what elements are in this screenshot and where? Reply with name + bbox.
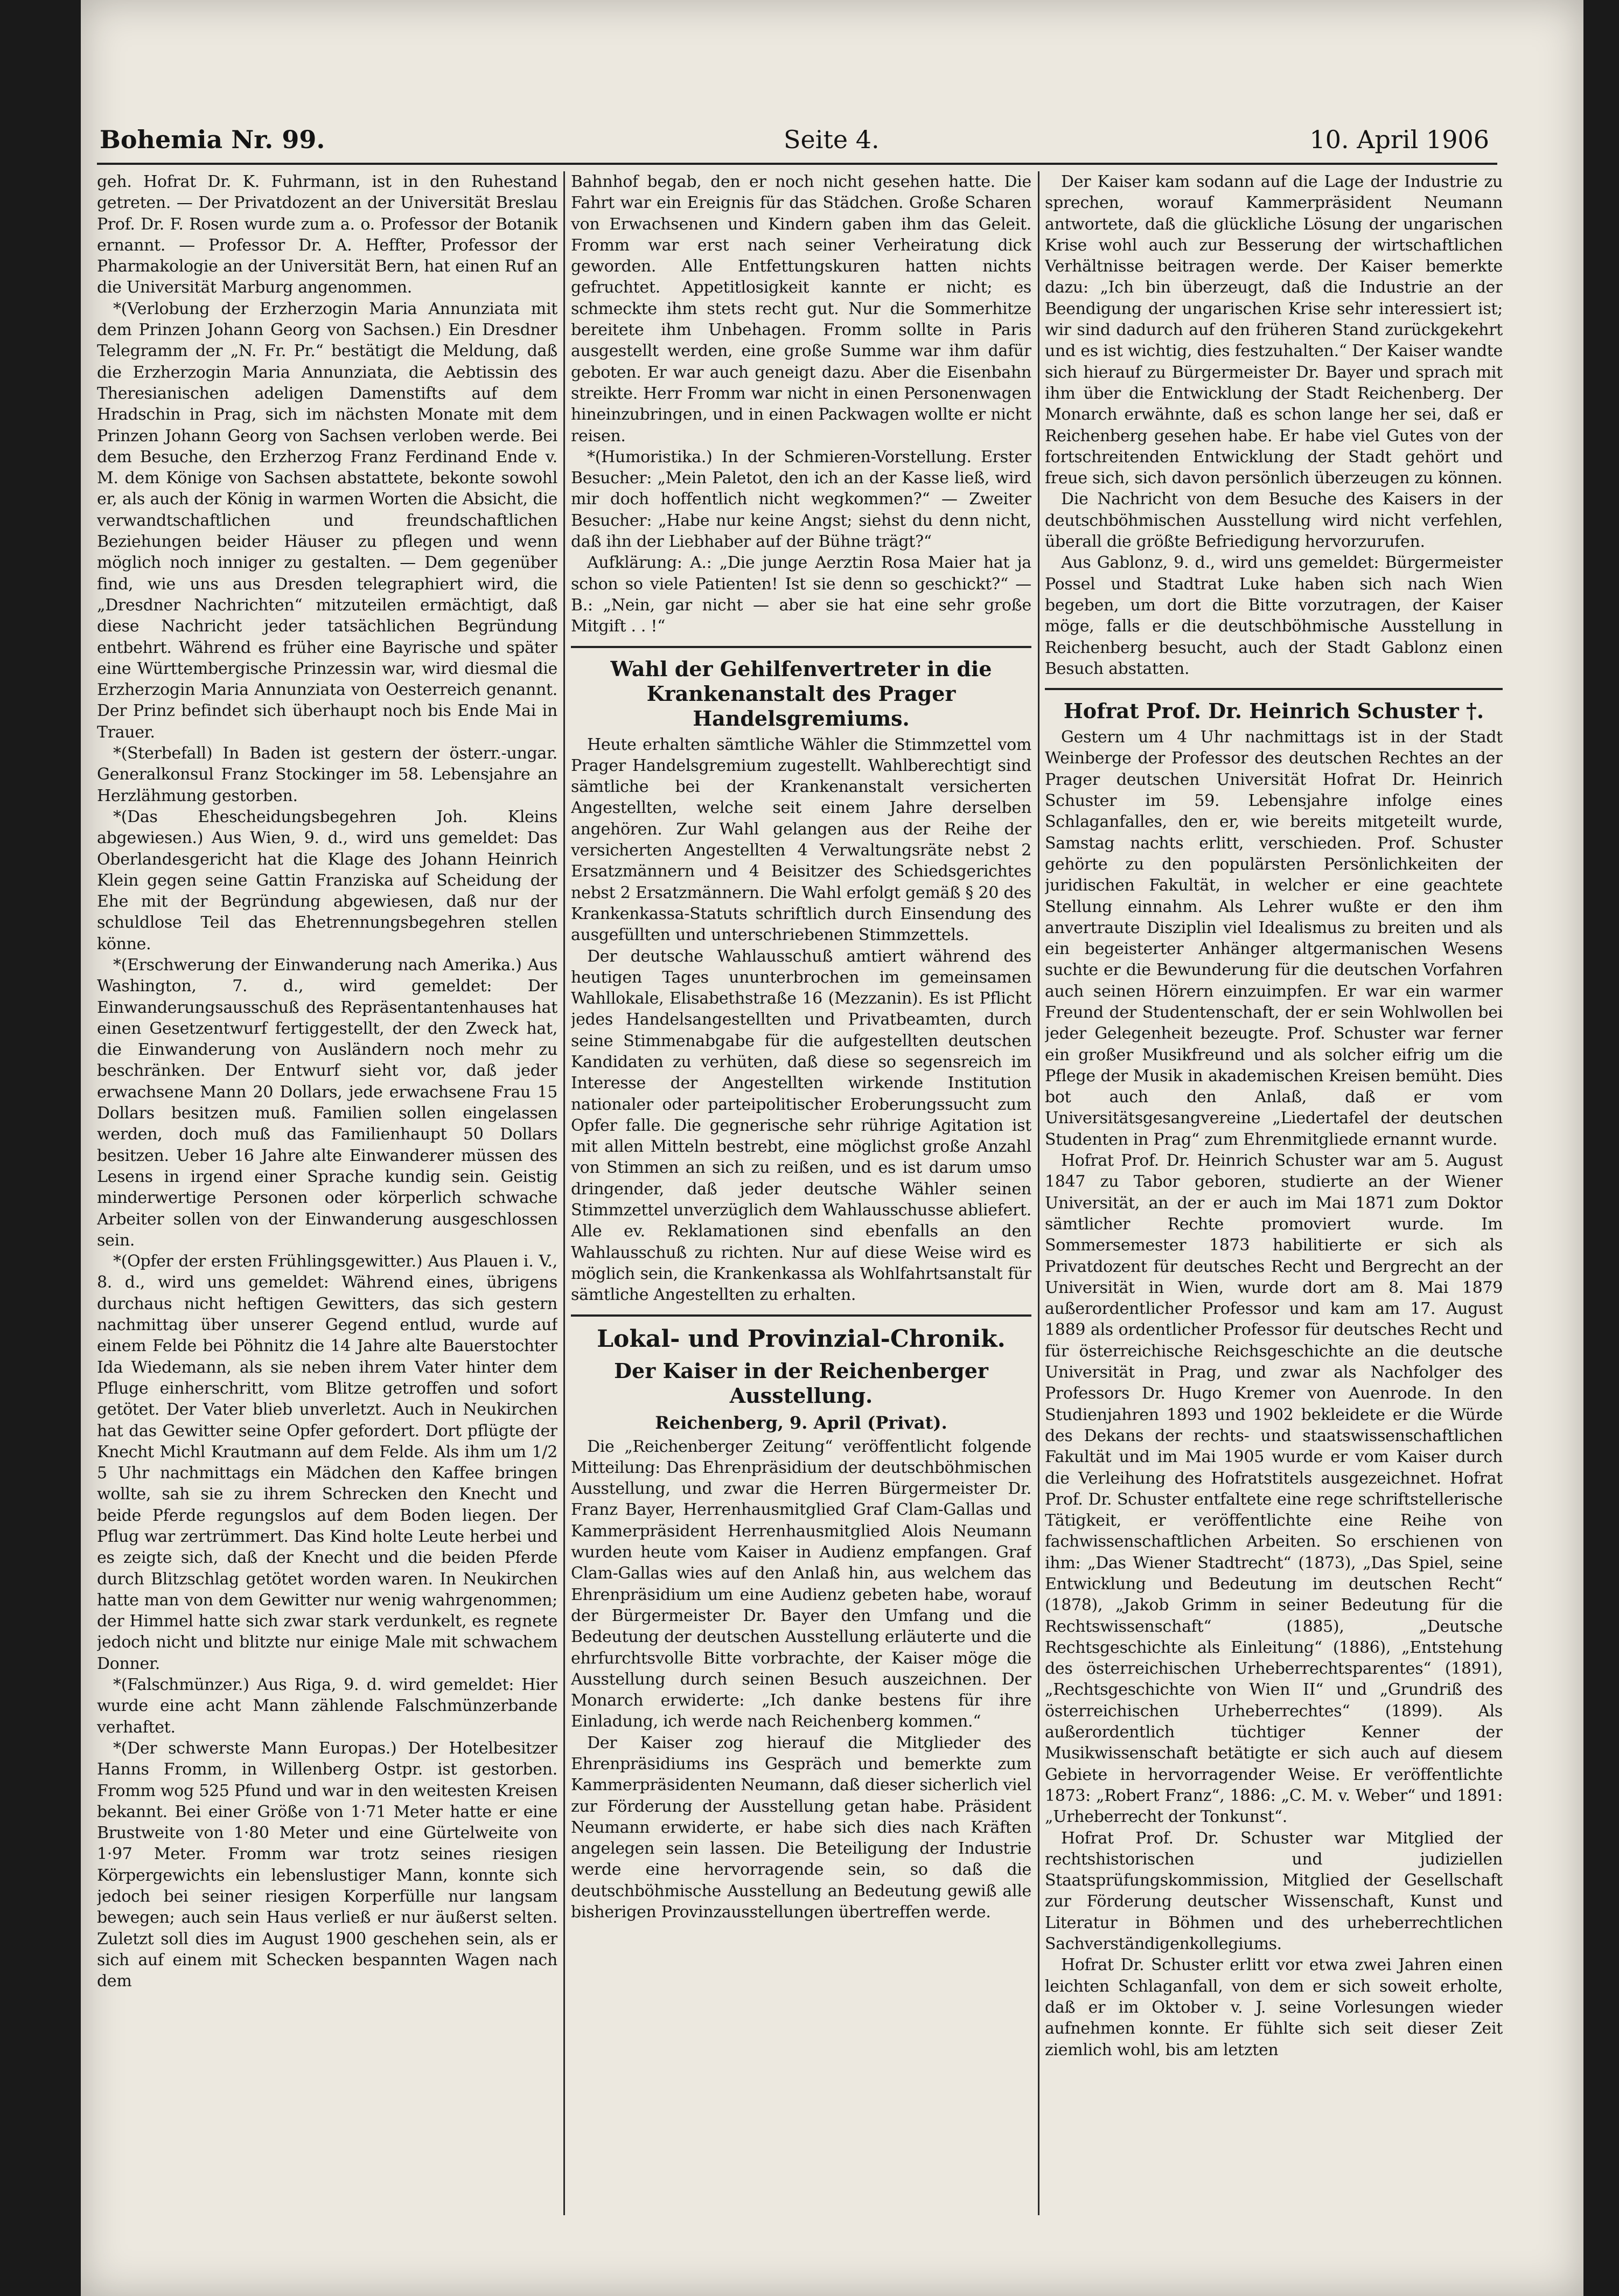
page-number: Seite 4. (784, 125, 880, 154)
newspaper-name: Bohemia Nr. 99. (100, 125, 325, 154)
article-paragraph: *(Das Ehescheidungsbegehren Joh. Kleins abgewiesen.) Aus Wien, 9. d., wird uns gemeldet: Das Oberlandesgericht hat die Klage des Johann Heinrich Klein gegen seine Gattin Franziska auf Scheidung der Ehe mit der Begründung abgewiesen, daß nur der schuldlose Teil das Ehetrennungsbegehren stellen könne. (97, 807, 557, 954)
article-paragraph: Hofrat Dr. Schuster erlitt vor etwa zwei Jahren einen leichten Schlaganfall, von dem er sich soweit erholte, daß er im Oktober v. J. seine Vorlesungen wieder aufnehmen konnte. Er fühlte sich seit dieser Zeit ziemlich wohl, bis am letzten (1045, 1956, 1503, 2060)
article-headline: Der Kaiser in der Reichenberger Ausstellung. (614, 1358, 988, 1408)
article-paragraph: *(Falschmünzer.) Aus Riga, 9. d. wird gemeldet: Hier wurde eine acht Mann zählende Falschmünzerbande verhaftet. (97, 1675, 557, 1737)
article-paragraph: Aufklärung: A.: „Die junge Aerztin Rosa Maier hat ja schon so viele Patienten! Ist sie denn so geschickt?“ — B.: „Nein, gar nicht — aber sie hat eine sehr große Mitgift . . !“ (571, 553, 1031, 636)
article-paragraph: *(Humoristika.) In der Schmieren-Vorstellung. Erster Besucher: „Mein Paletot, den ich an der Kasse ließ, wird mir doch hoffentlich nicht wegkommen?“ — Zweiter Besucher: „Habe nur keine Angst; siehst du denn nicht, daß ihn der Liebhaber auf der Bühne trägt?“ (571, 447, 1031, 552)
article-paragraph: *(Sterbefall) In Baden ist gestern der österr.-ungar. Generalkonsul Franz Stockinger im 58. Lebensjahre an Herzlähmung gestorben. (97, 744, 557, 805)
section-heading: Lokal- und Provinzial-Chronik. (597, 1325, 1006, 1353)
column-divider (1038, 171, 1039, 2215)
section-rule (571, 1314, 1031, 1317)
column-divider (563, 171, 565, 2215)
article-paragraph: *(Erschwerung der Einwanderung nach Amerika.) Aus Washington, 7. d., wird gemeldet: Der Einwanderungsausschuß des Repräsentantenhauses hat einen Gesetzentwurf fertiggestellt, der den Zweck hat, die Einwanderung von Ausländern noch mehr zu beschränken. Der Entwurf sieht vor, daß jeder erwachsene Mann 20 Dollars, jede erwachsene Frau 15 Dollars besitzen muß. Familien sollen eingelassen werden, doch muß das Familienhaupt 50 Dollars besitzen. Ueber 16 Jahre alte Einwanderer müssen des Lesens in irgend einer Sprache kundig sein. Geistig minderwertige Personen oder körperlich schwache Arbeiter sollen von der Einwanderung ausgeschlossen sein. (97, 955, 557, 1250)
article-paragraph: *(Der schwerste Mann Europas.) Der Hotelbesitzer Hanns Fromm, in Willenberg Ostpr. ist gestorben. Fromm wog 525 Pfund und war in den weitesten Kreisen bekannt. Bei einer Größe von 1·71 Meter hatte er eine Brustweite von 1·80 Meter und eine Gürtelweite von 1·97 Meter. Fromm war trotz seines riesigen Körpergewichts ein lebenslustiger Mann, konnte sich jedoch bei seiner riesigen Korperfülle nur langsam bewegen; auch sein Haus verließ er nur äußerst selten. Zuletzt soll dies im August 1900 geschehen sein, als er sich auf einem mit Schecken bespannten Wagen nach dem (97, 1738, 557, 1991)
header-rule (97, 163, 1497, 165)
article-paragraph: Der Kaiser kam sodann auf die Lage der Industrie zu sprechen, worauf Kammerpräsident Neumann antwortete, daß die glückliche Lösung der ungarischen Krise wohl auch zur Besserung der wirtschaftlichen Verhältnisse beitragen werde. Der Kaiser bemerkte dazu: „Ich bin überzeugt, daß die Industrie an der Beendigung der ungarischen Krise sehr interessiert ist; wir sind dadurch auf den früheren Stand zurückgekehrt und es ist wichtig, dies festzuhalten.“ Der Kaiser wandte sich hierauf zu Bürgermeister Dr. Bayer und sprach mit ihm über die Entwicklung der Stadt Reichenberg. Der Monarch erwähnte, daß es schon lange her sei, daß er Reichenberg gesehen habe. Er habe viel Gutes von der fortschreitenden Entwicklung der Stadt gehört und freue sich, sich davon persönlich überzeugen zu können. (1045, 172, 1503, 488)
dateline: Reichenberg, 9. April (Privat). (655, 1412, 947, 1433)
page-header (100, 125, 1489, 163)
section-rule (571, 646, 1031, 648)
article-paragraph: *(Verlobung der Erzherzogin Maria Annunziata mit dem Prinzen Johann Georg von Sachsen.) Ein Dresdner Telegramm der „N. Fr. Pr.“ bestätigt die Meldung, daß die Erzherzogin Maria Annunziata, die Aebtissin des Theresianischen adeligen Damenstifts auf dem Hradschin in Prag, sich im nächsten Monate mit dem Prinzen Johann Georg von Sachsen verloben werde. Bei dem Besuche, den Erzherzog Franz Ferdinand Ende v. M. dem Könige von Sachsen abstattete, bekonte sowohl er, als auch der König in warmen Worten die Absicht, die verwandtschaftlichen und freundschaftlichen Beziehungen beider Häuser zu pflegen und wenn möglich noch inniger zu gestalten. — Dem gegenüber find, wie uns aus Dresden telegraphiert wird, die „Dresdner Nachrichten“ mitzuteilen ermächtigt, daß diese Nachricht jeder tatsächlichen Begründung entbehrt. Während es früher eine Bayrische und später eine Württembergische Prinzessin war, wird diesmal die Erzherzogin Maria Annunziata von Oesterreich genannt. Der Prinz befindet sich überhaupt noch bis Ende Mai in Trauer. (97, 299, 557, 742)
article-paragraph: Hofrat Prof. Dr. Schuster war Mitglied der rechtshistorischen und judiziellen Staatsprüfungskommission, Mitglied der Gesellschaft zur Förderung deutscher Wissenschaft, Kunst und Literatur in Böhmen und des urheberrechtlichen Sachverständigenkollegiums. (1045, 1828, 1503, 1954)
issue-date: 10. April 1906 (1309, 125, 1489, 154)
article-paragraph: Gestern um 4 Uhr nachmittags ist in der Stadt Weinberge der Professor des deutschen Rechtes an der Prager deutschen Universität Hofrat Dr. Heinrich Schuster im 59. Lebensjahre infolge eines Schlaganfalles, den er, wie bereits mitgeteilt wurde, Samstag nachts erlitt, verschieden. Prof. Schuster gehörte zu den populärsten Persönlichkeiten der juridischen Fakultät, in welcher er eine geachtete Stellung einnahm. Als Lehrer wußte er den ihm anvertraute Disziplin viel Idealismus zu breiten und als ein begeisterter Anhänger altgermanischen Wesens suchte er die Bewunderung für die deutschen Vorfahren auch seinen Hörern einzuimpfen. Er war ein warmer Freund der Studentenschaft, der er sein Wohlwollen bei jeder Gelegenheit bezeugte. Prof. Schuster war ferner ein großer Musikfreund und als solcher eifrig um die Pflege der Musik in akademischen Kreisen bemüht. Dies bot auch den Anlaß, daß er vom Universitätsgesangvereine „Liedertafel der deutschen Studenten in Prag“ zum Ehrenmitgliede ernannt wurde. (1045, 728, 1503, 1149)
column-right (1045, 171, 1503, 2215)
column-middle (571, 171, 1031, 2215)
article-paragraph: *(Opfer der ersten Frühlingsgewitter.) Aus Plauen i. V., 8. d., wird uns gemeldet: Während eines, übrigens durchaus nicht heftigen Gewitters, das sich gestern nachmittag über unserer Gegend entlud, wurde auf einem Felde bei Pöhnitz die 14 Jahre alte Bauerstochter Ida Wiedemann, als sie neben ihrem Vater hinter dem Pfluge einherschritt, vom Blitze getroffen und sofort getötet. Der Vater blieb unverletzt. Auch in Neukirchen hat das Gewitter seine Opfer gefordert. Dort pflügte der Knecht Michl Krautmann auf dem Felde. Als ihm um 1/2 5 Uhr nachmittags ein Mädchen den Kaffee bringen wollte, sah sie zu ihrem Schrecken den Knecht und beide Pferde regungslos auf dem Boden liegen. Der Pflug war zertrümmert. Das Kind holte Leute herbei und es zeigte sich, daß der Knecht und die beiden Pferde durch Blitzschlag getötet worden waren. In Neukirchen hatte man von dem Gewitter nur wenig wahrgenommen; der Himmel hatte sich zwar stark verdunkelt, es regnete jedoch nicht und blitzte nur einige Male mit schwachem Donner. (97, 1252, 557, 1673)
article-paragraph: Heute erhalten sämtliche Wähler die Stimmzettel vom Prager Handelsgremium zugestellt. Wahlberechtigt sind sämtliche bei der Krankenanstalt versicherten Angestellten, welche seit einem Jahre derselben angehören. Zur Wahl gelangen aus der Reihe der versicherten Angestellten 4 Verwaltungsräte nebst 2 Ersatzmännern und 4 Beisitzer des Schiedsgerichtes nebst 2 Ersatzmännern. Die Wahl erfolgt gemäß § 20 des Krankenkassa-Statuts schriftlich durch Einsendung des ausgefüllten und unterschriebenen Stimmzettels. (571, 735, 1031, 945)
article-paragraph: Der Kaiser zog hierauf die Mitglieder des Ehrenpräsidiums ins Gespräch und bemerkte zum Kammerpräsidenten Neumann, daß dieser sicherlich viel zur Förderung der Ausstellung getan habe. Präsident Neumann erwiderte, er habe sich dies nach Kräften angelegen sein lassen. Die Beteiligung der Industrie werde eine hervorragende sein, so daß die deutschböhmische Ausstellung an Bedeutung gewiß alle bisherigen Provinzausstellungen übertreffen werde. (571, 1733, 1031, 1922)
article-paragraph: Aus Gablonz, 9. d., wird uns gemeldet: Bürgermeister Possel und Stadtrat Luke haben sich nach Wien begeben, um dort die Bitte vorzutragen, der Kaiser möge, falls er die deutschböhmische Ausstellung in Reichenberg besucht, auch der Stadt Gablonz einen Besuch abstatten. (1045, 553, 1503, 678)
section-rule (1045, 688, 1503, 690)
article-paragraph: Die Nachricht von dem Besuche des Kaisers in der deutschböhmischen Ausstellung wird nicht verfehlen, überall die größte Befriedigung hervorzurufen. (1045, 490, 1503, 552)
article-paragraph: Hofrat Prof. Dr. Heinrich Schuster war am 5. August 1847 zu Tabor geboren, studierte an der Wiener Universität, an der er auch im Mai 1871 zum Doktor sämtlicher Rechte promoviert wurde. Im Sommersemester 1873 habilitierte er sich als Privatdozent für deutsches Recht und Bergrecht an der Universität in Wien, wurde dort am 8. Mai 1879 außerordentlicher Professor und kam am 17. August 1889 als ordentlicher Professor für deutsches Recht und für österreichische Reichsgeschichte an die deutsche Universität in Prag, und zwar als Nachfolger des Professors Dr. Hugo Kremer von Auenrode. In den Studienjahren 1893 und 1902 bekleidete er die Würde des Dekans der rechts- und staatswissenschaftlichen Fakultät und im Mai 1905 wurde er vom Kaiser durch die Verleihung des Hofratstitels ausgezeichnet. Hofrat Prof. Dr. Schuster entfaltete eine rege schriftstellerische Tätigkeit, er veröffentlichte eine Reihe von fachwissenschaftlichen Arbeiten. So erschienen von ihm: „Das Wiener Stadtrecht“ (1873), „Das Spiel, seine Entwicklung und Bedeutung im deutschen Recht“ (1878), „Jakob Grimm in seiner Bedeutung für die Rechtswissenschaft“ (1885), „Deutsche Rechtsgeschichte als Einleitung“ (1886), „Entstehung des österreichischen Urheberrechtsparentes“ (1891), „Rechtsgeschichte von Wien II“ und „Grundriß des österreichischen Urheberrechtes“ (1899). Als außerordentlich tüchtiger Kenner der Musikwissenschaft betätigte er sich auch auf diesem Gebiete in hervorragender Weise. Er veröffentlichte 1873: „Robert Franz“, 1886: „C. M. v. Weber“ und 1891: „Urheberrecht der Tonkunst“. (1045, 1151, 1503, 1827)
article-paragraph: Bahnhof begab, den er noch nicht gesehen hatte. Die Fahrt war ein Ereignis für das Städchen. Große Scharen von Erwachsenen und Kindern gaben ihm das Geleit. Fromm war erst nach seiner Verheiratung dick geworden. Alle Entfettungskuren hatten nichts gefruchtet. Appetitlosigkeit kannte er nicht; es schmeckte ihm stets recht gut. Nur die Sommerhitze bereitete ihm Unbehagen. Fromm sollte in Paris ausgestellt werden, eine große Summe war ihm dafür geboten. Er war auch geneigt dazu. Aber die Eisenbahn streikte. Herr Fromm war nicht in einen Personenwagen hineinzubringen, und in einen Packwagen wollte er nicht reisen. (571, 172, 1031, 446)
article-paragraph: Die „Reichenberger Zeitung“ veröffentlicht folgende Mitteilung: Das Ehrenpräsidium der deutschböhmischen Ausstellung, und zwar die Herren Bürgermeister Dr. Franz Bayer, Herrenhausmitglied Graf Clam-Gallas und Kammerpräsident Herrenhausmitglied Alois Neumann wurden heute vom Kaiser in Audienz empfangen. Graf Clam-Gallas wies auf den Anlaß hin, aus welchem das Ehrenpräsidium um eine Audienz gebeten habe, worauf der Bürgermeister Dr. Bayer den Umfang und die Bedeutung der deutschen Ausstellung erläuterte und die ehrfurchtsvolle Bitte vorbrachte, der Kaiser möge die Ausstellung durch seinen Besuch auszeichnen. Der Monarch erwiderte: „Ich danke bestens für ihre Einladung, ich werde nach Reichenberg kommen.“ (571, 1437, 1031, 1731)
column-left (97, 171, 557, 2215)
section-heading: Hofrat Prof. Dr. Heinrich Schuster †. (1063, 699, 1484, 723)
article-paragraph: geh. Hofrat Dr. K. Fuhrmann, ist in den Ruhestand getreten. — Der Privatdozent an der Universität Breslau Prof. Dr. F. Rosen wurde zum a. o. Professor der Botanik ernannt. — Professor Dr. A. Heffter, Professor der Pharmakologie an der Universität Bern, hat einen Ruf an die Universität Marburg angenommen. (97, 172, 557, 297)
article-paragraph: Der deutsche Wahlausschuß amtiert während des heutigen Tages ununterbrochen im gemeinsamen Wahllokale, Elisabethstraße 16 (Mezzanin). Es ist Pflicht jedes Handelsangestellten und Privatbeamten, durch seine Stimmenabgabe für die aufgestellten deutschen Kandidaten zu verhüten, daß diese so segensreich im Interesse der Angestellten wirkende Institution nationaler oder parteipolitischer Eroberungssucht zum Opfer falle. Die gegnerische sehr rührige Agitation ist mit allen Mitteln bestrebt, eine möglichst große Anzahl von Stimmen an sich zu reißen, und es ist darum umso dringender, daß jeder deutsche Wähler seinen Stimmzettel unverzüglich dem Wahlausschusse abliefert. Alle ev. Reklamationen sind ebenfalls an den Wahlausschuß zu richten. Nur auf diese Weise wird es möglich sein, die Krankenkassa als Wohlfahrtsanstalt für sämtliche Angestellten zu erhalten. (571, 947, 1031, 1305)
section-heading: Wahl der Gehilfenvertreter in die Krankenanstalt des Prager Handelsgremiums. (610, 656, 992, 730)
